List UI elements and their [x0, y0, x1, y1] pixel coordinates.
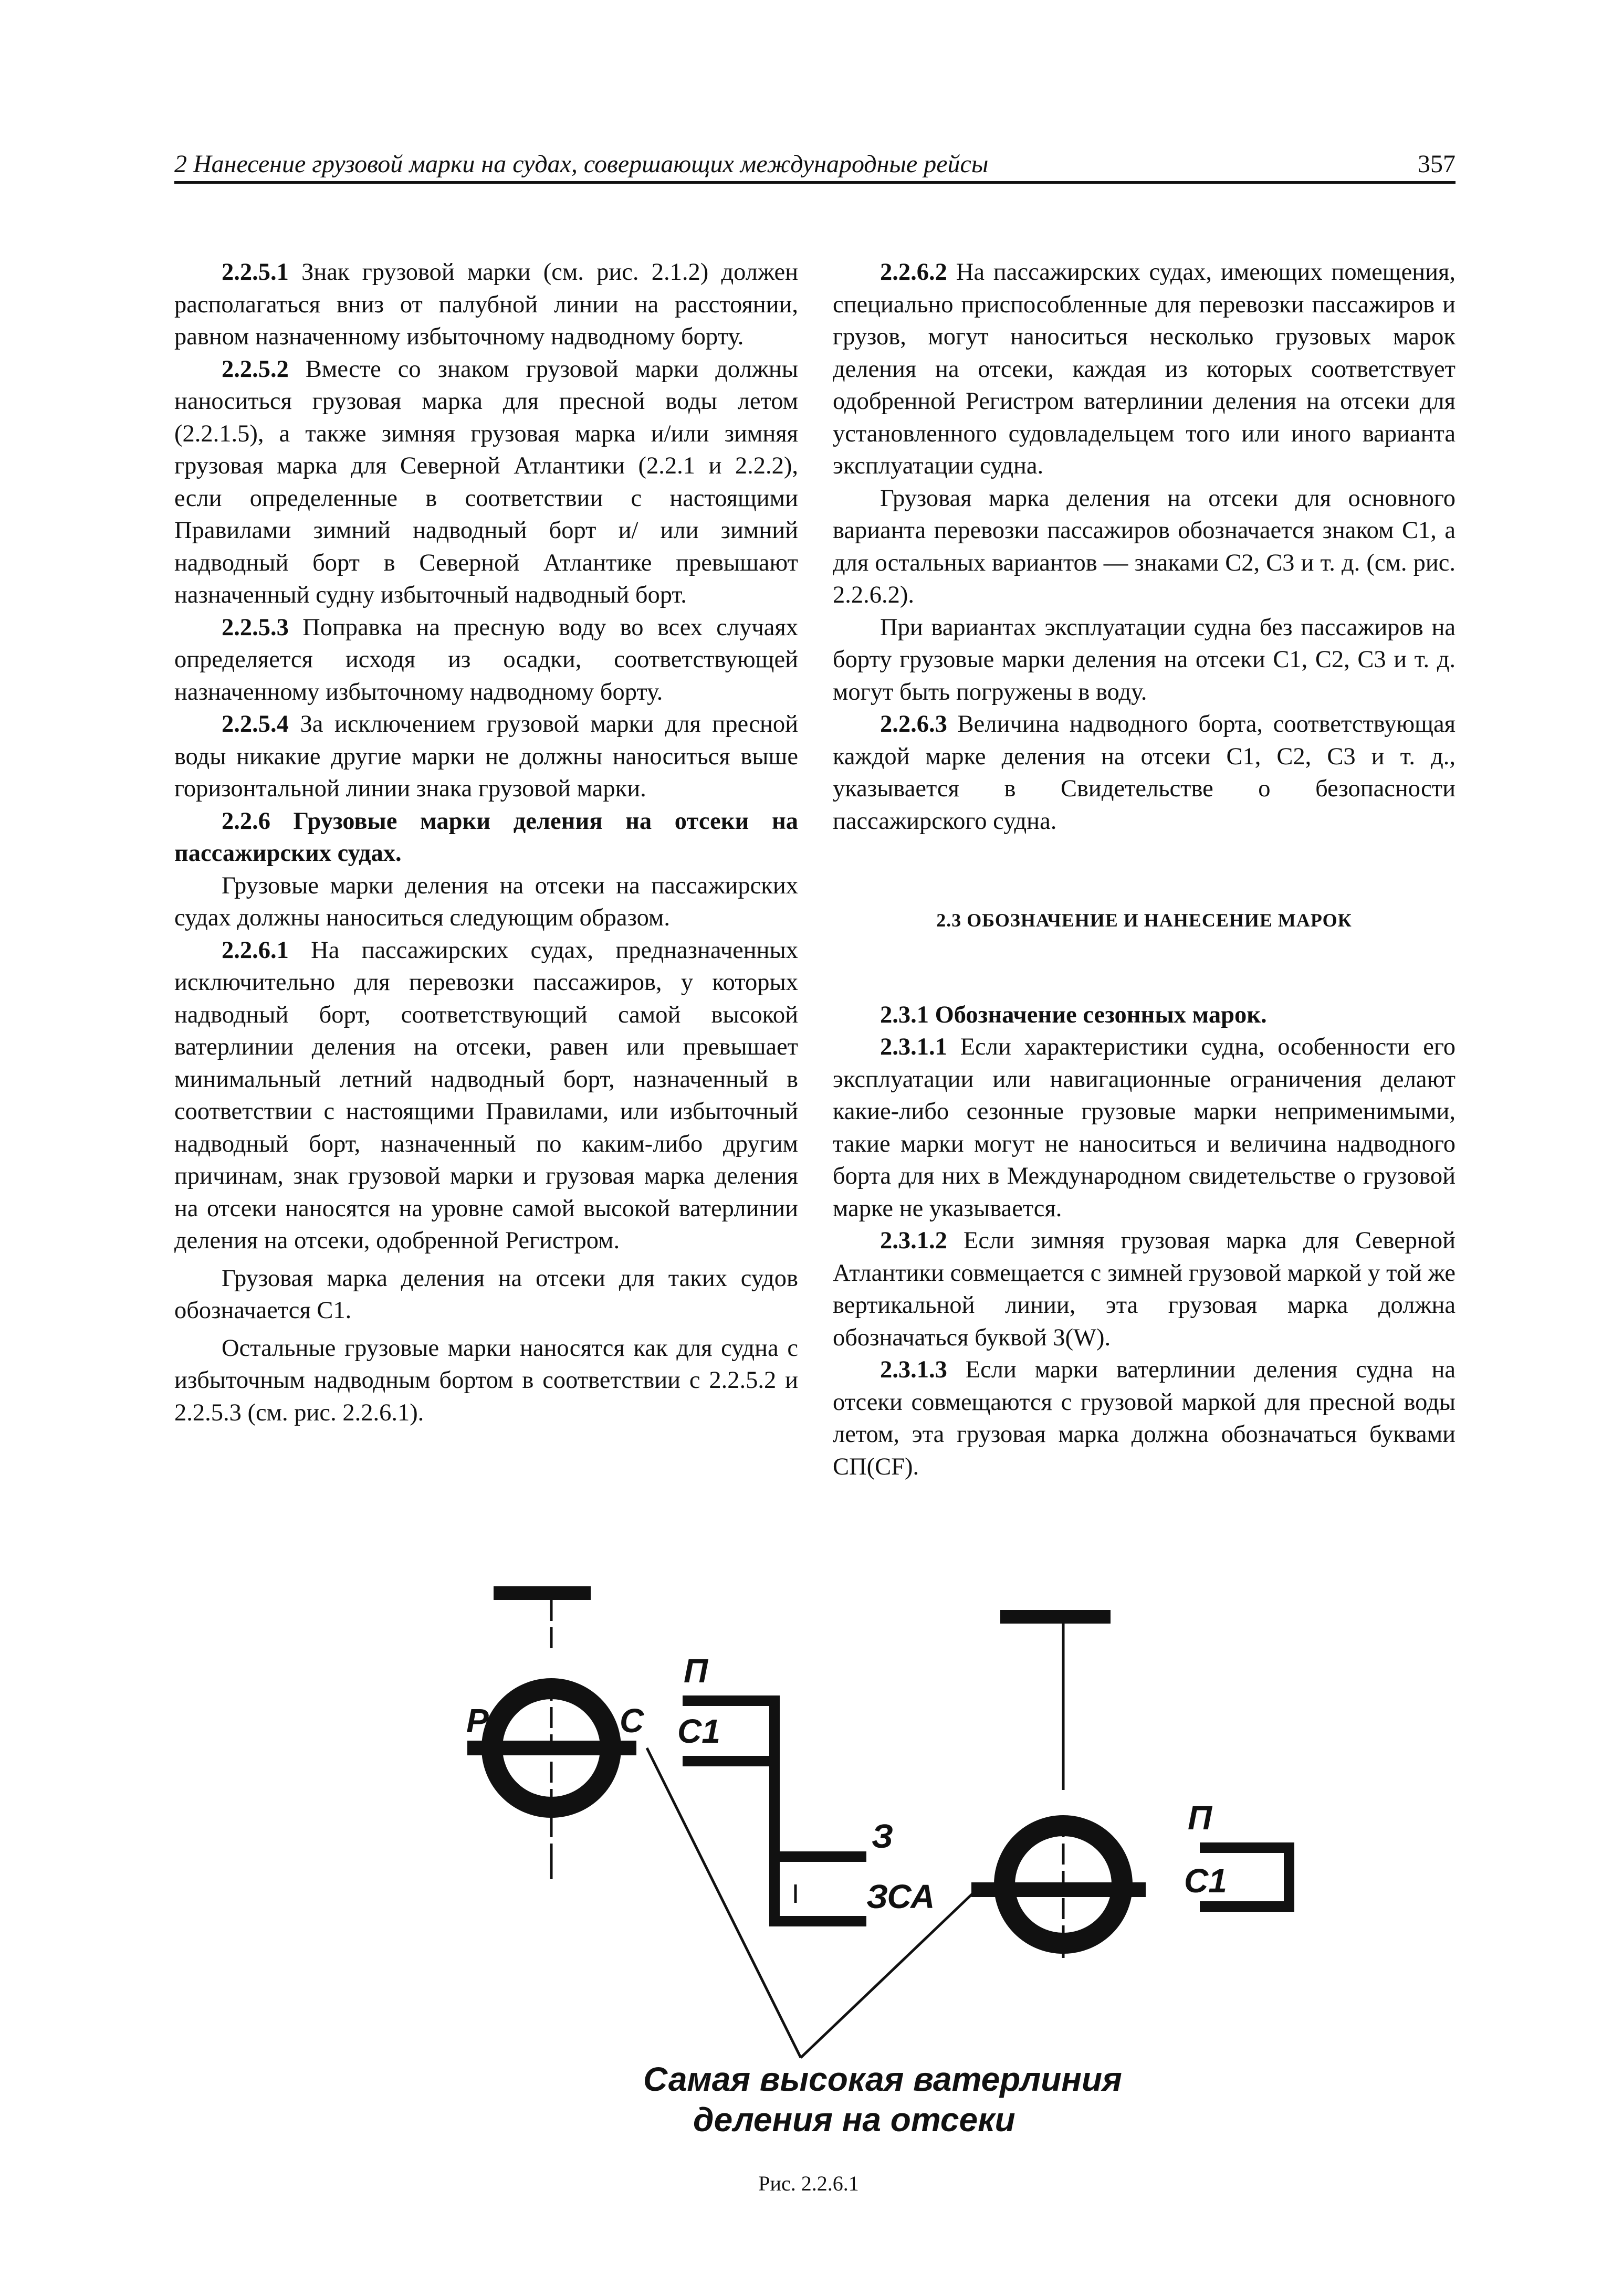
section-title: 2.3 ОБОЗНАЧЕНИЕ И НАНЕСЕНИЕ МАРОК	[936, 910, 1352, 931]
label-c1-right: С1	[1184, 1862, 1227, 1900]
label-p-left: Р	[466, 1702, 489, 1740]
load-line-ring	[1004, 1826, 1122, 1943]
paragraph: Грузовая марка деления на отсеки для основного варианта перевозки пассажиров обозначается знаком С1, а для остальных вариантов — знаками С2, С3 и т. д. (см. рис. 2.2.6.2).	[833, 485, 1456, 608]
label-c1-left: С1	[677, 1712, 720, 1750]
clause-number: 2.2.5.3	[222, 614, 289, 641]
paragraph: При вариантах эксплуатации судна без пассажиров на борту грузовые марки деления на отсеки С1, С2, С3 и т. д. могут быть погружены в воду.	[833, 614, 1456, 705]
label-c: С	[620, 1702, 644, 1740]
paragraph: Грузовая марка деления на отсеки для таких судов обозначается С1.	[174, 1265, 798, 1324]
clause-number: 2.2.5.1	[222, 259, 289, 286]
paragraph: 2.3.1.3 Если марки ватерлинии деления судна на отсеки совмещаются с грузовой маркой для пресной воды летом, эта грузовая марка должна обозначаться буквами СП(CF).	[833, 1356, 1456, 1480]
paragraph: 2.3.1.1 Если характеристики судна, особенности его эксплуатации или навигационные ограничения делают какие-либо сезонные грузовые марки неприменимыми, такие марки могут не наноситься и величина надводного борта для них в Международном свидетельстве о грузовой марке не указывается.	[833, 1034, 1456, 1222]
paragraph: Грузовые марки деления на отсеки на пассажирских судах должны наноситься следующим образом.	[174, 872, 798, 931]
annotation-line-1: Самая высокая ватерлиния	[643, 2060, 1122, 2098]
clause-number: 2.2.6.2	[880, 259, 947, 286]
right-load-line-mark	[971, 1617, 1146, 1958]
left-column	[174, 256, 798, 1429]
left-load-line-mark	[467, 1593, 636, 1879]
paragraph: 2.2.6.1 На пассажирских судах, предназначенных исключительно для перевозки пассажиров, у которых надводный борт, соответствующий самой высокой ватерлинии деления на отсеки, равен или превышает минимальный летний надводный борт, назначенный в соответствии с настоящими Правилами, или избыточный надводный борт, назначенный по каким-либо другим причинам, знак грузовой марки и грузовая марка деления на отсеки наносятся на уровне самой высокой ватерлинии деления на отсеки, одобренной Регистром.	[174, 936, 798, 1254]
paragraph: 2.3.1.2 Если зимняя грузовая марка для Северной Атлантики совмещается с зимней грузовой маркой у той же вертикальной линии, эта грузовая марка должна обозначаться буквой З(W).	[833, 1227, 1456, 1351]
annotation-line-2: деления на отсеки	[693, 2101, 1015, 2139]
paragraph: 2.2.5.2 Вместе со знаком грузовой марки должны наноситься грузовая марка для пресной воды летом (2.2.1.5), а также зимняя грузовая марка и/или зимняя грузовая марка для Северной Атлантики (2.2.1 и 2.2.2), если определенные в соответствии с настоящими Правилами зимний надводный борт и/ или зимний надводный борт в Северной Атлантике превышают назначенный судну избыточный надводный борт.	[174, 355, 798, 608]
page-number: 357	[1418, 150, 1456, 178]
clause-number: 2.3.1.2	[880, 1227, 947, 1254]
figure-caption: Рис. 2.2.6.1	[758, 2172, 859, 2195]
label-zsa: ЗСА	[866, 1878, 935, 1915]
leader-lines	[647, 1748, 977, 2058]
clause-number: 2.2.6.1	[222, 936, 289, 964]
header-title: 2 Нанесение грузовой марки на судах, совершающих международные рейсы	[174, 150, 989, 178]
paragraph: 2.2.6.2 На пассажирских судах, имеющих помещения, специально приспособленные для перевозки пассажиров и грузов, могут наноситься несколько грузовых марок деления на отсеки, каждая из которых соответствует одобренной Регистром ватерлинии деления на отсеки для установленного судовладельцем того или иного варианта эксплуатации судна.	[833, 259, 1456, 479]
subsection-heading: 2.3.1 Обозначение сезонных марок.	[880, 1001, 1267, 1028]
clause-number: 2.3.1.1	[880, 1034, 947, 1060]
paragraph: 2.2.5.3 Поправка на пресную воду во всех случаях определяется исходя из осадки, соответствующей назначенному избыточному надводному борту.	[174, 614, 798, 705]
paragraph: Остальные грузовые марки наносятся как для судна с избыточным надводным бортом в соответствии с 2.2.5.2 и 2.2.5.3 (см. рис. 2.2.6.1).	[174, 1334, 798, 1426]
clause-number: 2.2.5.4	[222, 711, 289, 738]
running-header	[174, 150, 1456, 184]
label-z: З	[872, 1817, 894, 1855]
label-pi-right: П	[1188, 1799, 1212, 1837]
subdivision-marks-right	[1200, 1848, 1289, 1907]
paragraph: 2.2.5.4 За исключением грузовой марки для пресной воды никакие другие марки не должны наноситься выше горизонтальной линии знака грузовой марки.	[174, 711, 798, 802]
right-column	[833, 256, 1456, 1483]
clause-number: 2.2.6.3	[880, 711, 947, 738]
clause-number: 2.2.5.2	[222, 355, 289, 383]
label-pi-left: П	[684, 1652, 708, 1690]
subdivision-marks-left	[683, 1701, 866, 1926]
paragraph: 2.2.5.1 Знак грузовой марки (см. рис. 2.1.2) должен располагаться вниз от палубной линии на расстоянии, равном назначенному избыточному надводному борту.	[174, 259, 798, 350]
subsection-heading: 2.2.6 Грузовые марки деления на отсеки на пассажирских судах.	[174, 807, 798, 867]
clause-number: 2.3.1.3	[880, 1356, 947, 1383]
paragraph: 2.2.6.3 Величина надводного борта, соответствующая каждой марке деления на отсеки С1, С2, С3 и т. д., указывается в Свидетельстве о безопасности пассажирского судна.	[833, 711, 1456, 835]
load-line-ring	[492, 1689, 611, 1807]
